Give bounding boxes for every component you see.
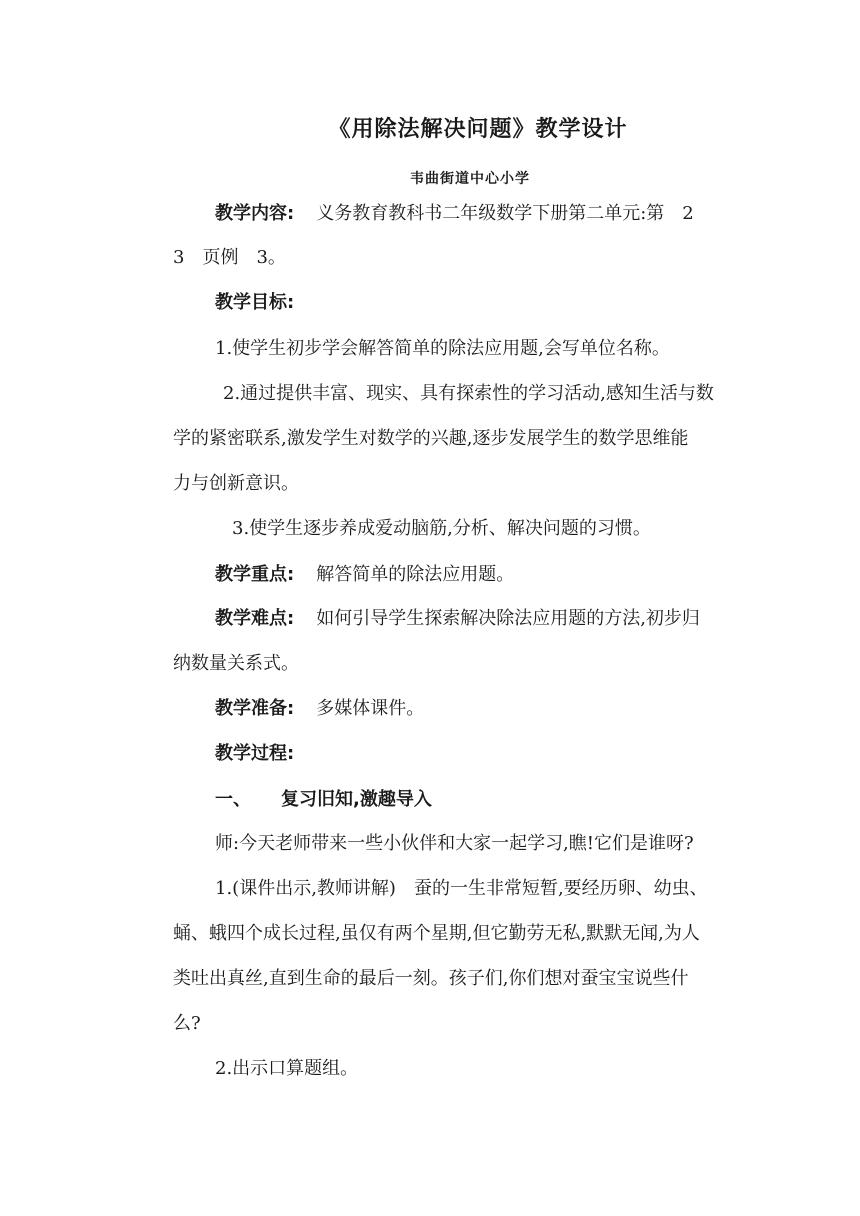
- process-item-1-line-4: 么?: [173, 1013, 201, 1034]
- section-1-number: 一、: [215, 789, 251, 810]
- content-line-2: 3 页例 3。: [173, 247, 286, 268]
- objective-2-line-2: 学的紧密联系,激发学生对数学的兴趣,逐步发展学生的数学思维能: [173, 428, 689, 449]
- preparation: [215, 697, 424, 721]
- difficulty-line-1: [215, 607, 700, 631]
- preparation-text: 多媒体课件。: [316, 698, 425, 719]
- process-item-1-line-1: 1.(课件出示,教师讲解) 蚕的一生非常短暂,要经历卵、幼虫、: [215, 878, 708, 899]
- key-point-label: 教学重点:: [215, 564, 295, 585]
- content-text: 义务教育教科书二年级数学下册第二单元:第 2: [316, 203, 694, 224]
- section-1-title: 复习旧知,激趣导入: [281, 789, 432, 810]
- objective-2-line-1: 2.通过提供丰富、现实、具有探索性的学习活动,感知生活与数: [223, 383, 714, 404]
- process-paragraph-1: 师:今天老师带来一些小伙伴和大家一起学习,瞧!它们是谁呀?: [215, 833, 694, 854]
- section-1-heading: [215, 788, 432, 812]
- key-point-text: 解答简单的除法应用题。: [316, 564, 515, 585]
- process-item-1-line-3: 类吐出真丝,直到生命的最后一刻。孩子们,你们想对蚕宝宝说些什: [173, 968, 689, 989]
- process-item-2: 2.出示口算题组。: [215, 1058, 359, 1079]
- preparation-label: 教学准备:: [215, 698, 295, 719]
- content-line-1: [215, 202, 694, 226]
- difficulty-text: 如何引导学生探索解决除法应用题的方法,初步归: [316, 608, 700, 629]
- objectives-label: 教学目标:: [215, 292, 295, 313]
- document-title: 《用除法解决问题》教学设计: [328, 117, 628, 142]
- process-label: 教学过程:: [215, 743, 295, 764]
- school-name: 韦曲街道中心小学: [410, 171, 530, 187]
- objective-2-line-3: 力与创新意识。: [173, 473, 299, 494]
- process-item-1-line-2: 蛹、蛾四个成长过程,虽仅有两个星期,但它勤劳无私,默默无闻,为人: [173, 923, 700, 944]
- objective-3: 3.使学生逐步养成爱动脑筋,分析、解决问题的习惯。: [232, 518, 651, 539]
- content-label: 教学内容:: [215, 203, 295, 224]
- key-point: [215, 563, 514, 587]
- difficulty-label: 教学难点:: [215, 608, 295, 629]
- objective-1: 1.使学生初步学会解答简单的除法应用题,会写单位名称。: [215, 338, 670, 359]
- difficulty-line-2: 纳数量关系式。: [173, 653, 299, 674]
